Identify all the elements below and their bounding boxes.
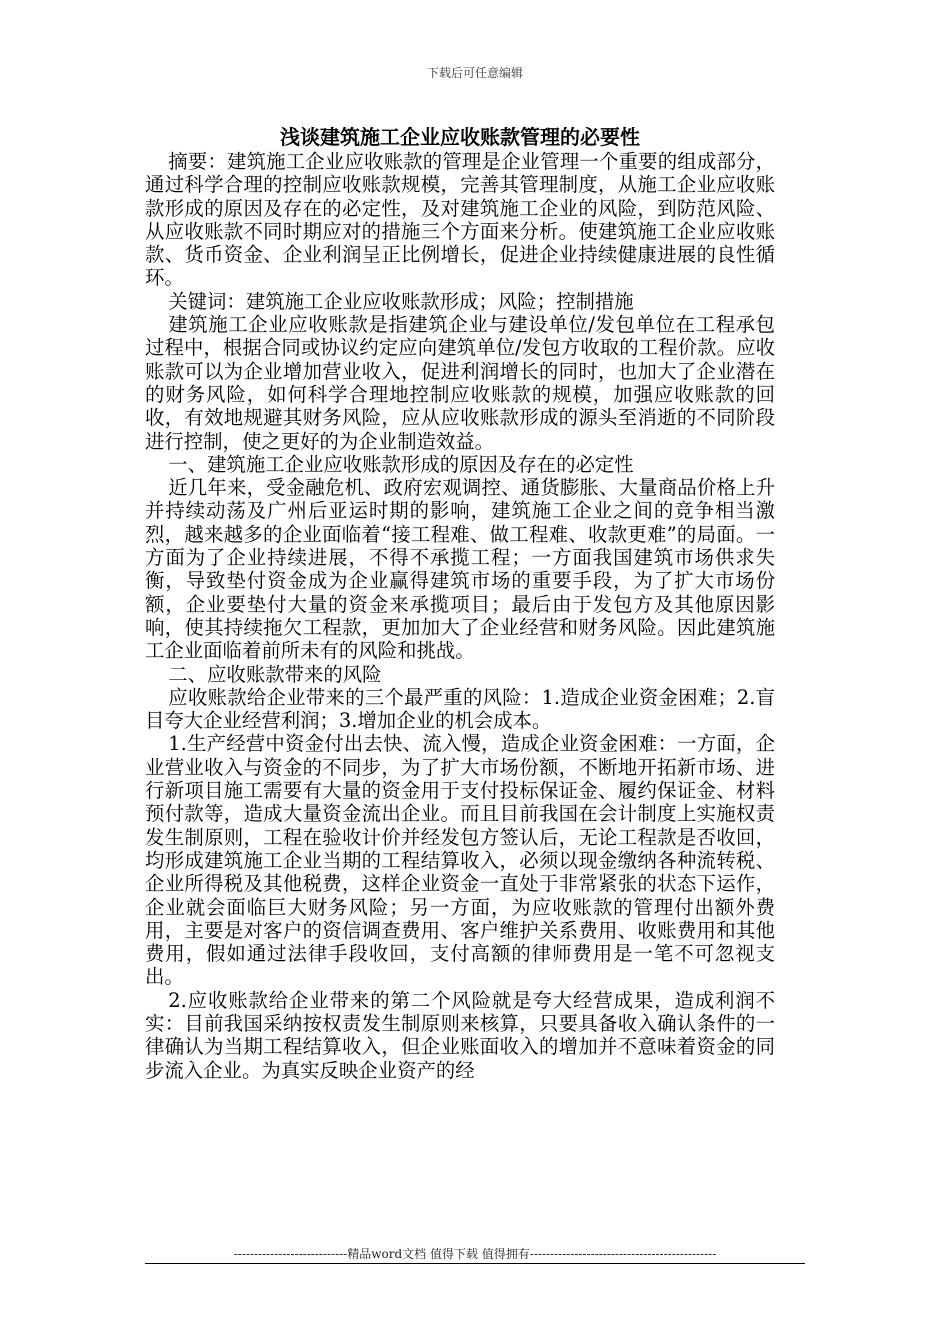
document-body <box>145 150 775 1082</box>
abstract-paragraph: 摘要：建筑施工企业应收账款的管理是企业管理一个重要的组成部分，通过科学合理的控制应收账款规模，完善其管理制度，从施工企业应收账款形成的原因及存在的必定性，及对建筑施工企业的风险，到防范风险、从应收账款不同时期应对的措施三个方面来分析。使建筑施工企业应收账款、货币资金、企业利润呈正比例增长，促进企业持续健康进展的良性循环。 <box>145 150 775 290</box>
body-paragraph: 1.生产经营中资金付出去快、流入慢，造成企业资金困难：一方面，企业营业收入与资金的不同步，为了扩大市场份额，不断地开拓新市场、进行新项目施工需要有大量的资金用于支付投标保证金、履约保证金、材料预付款等，造成大量资金流出企业。而且目前我国在会计制度上实施权责发生制原则，工程在验收计价并经发包方签认后，无论工程款是否收回，均形成建筑施工企业当期的工程结算收入，必须以现金缴纳各种流转税、企业所得税及其他税费，这样企业资金一直处于非常紧张的状态下运作，企业就会面临巨大财务风险；另一方面，为应收账款的管理付出额外费用，主要是对客户的资信调查费用、客户维护关系费用、收账费用和其他费用，假如通过法律手段收回，支付高额的律师费用是一笔不可忽视支出。 <box>145 732 775 989</box>
body-paragraph: 近几年来，受金融危机、政府宏观调控、通货膨胀、大量商品价格上升并持续动荡及广州后亚运时期的影响，建筑施工企业之间的竞争相当激烈，越来越多的企业面临着“接工程难、做工程难、收款更难”的局面。一方面为了企业持续进展，不得不承揽工程；一方面我国建筑市场供求失衡，导致垫付资金成为企业赢得建筑市场的重要手段，为了扩大市场份额，企业要垫付大量的资金来承揽项目；最后由于发包方及其他原因影响，使其持续拖欠工程款，更加加大了企业经营和财务风险。因此建筑施工企业面临着前所未有的风险和挑战。 <box>145 476 775 663</box>
section-heading-1: 一、建筑施工企业应收账款形成的原因及存在的必定性 <box>168 452 634 476</box>
keywords-paragraph: 关键词：建筑施工企业应收账款形成；风险；控制措施 <box>168 289 634 313</box>
page-header-note: 下载后可任意编辑 <box>426 66 523 80</box>
body-paragraph: 2.应收账款给企业带来的第二个风险就是夸大经营成果，造成利润不实：目前我国采纳按权责发生制原则来核算，只要具备收入确认条件的一律确认为当期工程结算收入，但企业账面收入的增加并不意味着资金的同步流入企业。为真实反映企业资产的经 <box>145 988 775 1082</box>
document-title: 浅谈建筑施工企业应收账款管理的必要性 <box>280 125 640 149</box>
section-heading-2: 二、应收账款带来的风险 <box>168 662 382 686</box>
intro-paragraph: 建筑施工企业应收账款是指建筑企业与建设单位/发包单位在工程承包过程中，根据合同或协议约定应向建筑单位/发包方收取的工程价款。应收账款可以为企业增加营业收入，促进利润增长的同时，也加大了企业潜在的财务风险，如何科学合理地控制应收账款的规模，加强应收账款的回收，有效地规避其财务风险，应从应收账款形成的源头至消逝的不同阶段进行控制，使之更好的为企业制造效益。 <box>145 313 775 453</box>
footer-divider <box>145 1263 805 1264</box>
page-footer-text: ----------------------------精品word文档 值得下载 值得拥有---------------------------------------------- <box>233 1247 717 1261</box>
body-paragraph: 应收账款给企业带来的三个最严重的风险：1.造成企业资金困难；2.盲目夸大企业经营利润；3.增加企业的机会成本。 <box>145 685 775 733</box>
